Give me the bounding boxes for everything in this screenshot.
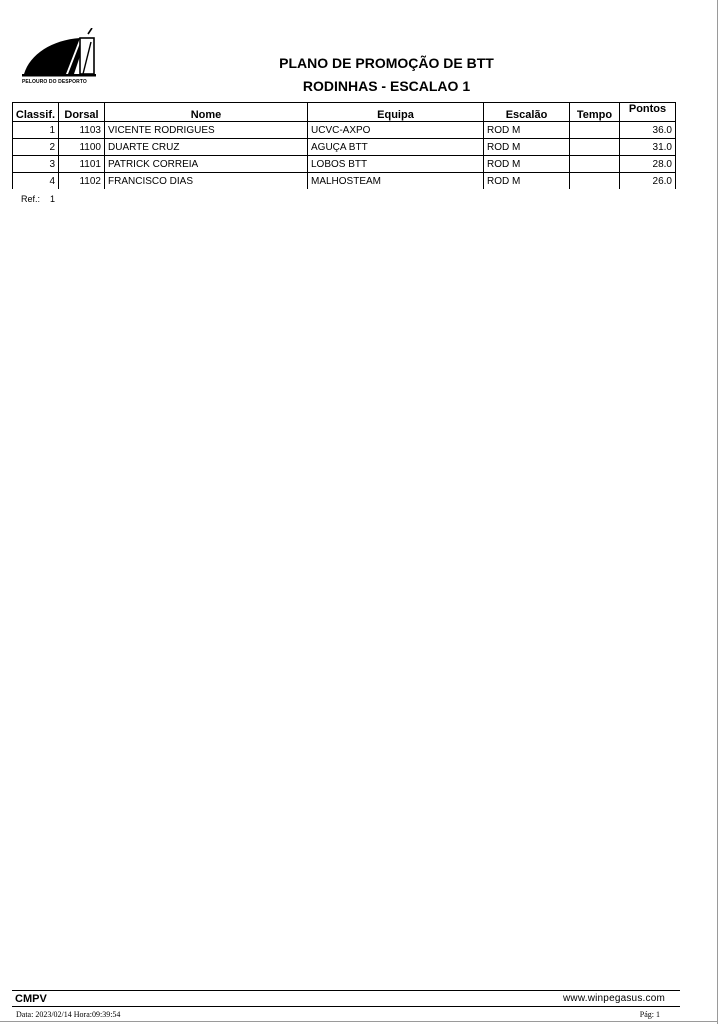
page-frame-right	[717, 0, 718, 1024]
cell-equipa: AGUÇA BTT	[308, 139, 484, 156]
cell-nome: FRANCISCO DIAS	[105, 173, 308, 190]
table-row	[13, 156, 676, 173]
cell-nome: DUARTE CRUZ	[105, 139, 308, 156]
cell-tempo	[570, 173, 620, 190]
cell-tempo	[570, 156, 620, 173]
cell-equipa: UCVC-AXPO	[308, 122, 484, 139]
cell-escalao: ROD M	[484, 173, 570, 190]
cell-tempo	[570, 122, 620, 139]
logo-emblem-icon	[22, 28, 100, 80]
cell-pontos: 31.0	[620, 139, 676, 156]
cell-dorsal: 1100	[59, 139, 105, 156]
cell-pontos: 26.0	[620, 173, 676, 190]
table-row	[13, 122, 676, 139]
cell-pontos: 36.0	[620, 122, 676, 139]
page-subtitle: RODINHAS - ESCALAO 1	[302, 78, 471, 94]
column-header-classif: Classif.	[13, 103, 59, 122]
cell-dorsal: 1102	[59, 173, 105, 190]
table-row	[13, 173, 676, 190]
footer-org: CMPV	[15, 993, 47, 1005]
cell-equipa: MALHOSTEAM	[308, 173, 484, 190]
cell-nome: VICENTE RODRIGUES	[105, 122, 308, 139]
column-header-nome: Nome	[105, 103, 308, 122]
cell-pontos: 28.0	[620, 156, 676, 173]
cell-dorsal: 1101	[59, 156, 105, 173]
footer-divider-top	[12, 990, 680, 991]
cell-tempo	[570, 139, 620, 156]
column-header-pontos: Pontos	[620, 103, 676, 122]
column-header-dorsal: Dorsal	[59, 103, 105, 122]
column-header-escalao: Escalão	[484, 103, 570, 122]
cell-classif: 2	[13, 139, 59, 156]
cell-escalao: ROD M	[484, 156, 570, 173]
table-row	[13, 139, 676, 156]
column-header-equipa: Equipa	[308, 103, 484, 122]
ref-value: 1	[50, 194, 56, 204]
cell-classif: 4	[13, 173, 59, 190]
cell-equipa: LOBOS BTT	[308, 156, 484, 173]
footer-page-number: Pág: 1	[639, 1010, 660, 1019]
footer-datetime: Data: 2023/02/14 Hora:09:39:54	[16, 1010, 121, 1019]
table-header-row	[13, 103, 676, 122]
footer-divider-bottom	[12, 1006, 680, 1007]
cell-escalao: ROD M	[484, 139, 570, 156]
cell-classif: 1	[13, 122, 59, 139]
results-table	[12, 102, 676, 189]
page-title: PLANO DE PROMOÇÃO DE BTT	[279, 55, 494, 71]
column-header-tempo: Tempo	[570, 103, 620, 122]
page-frame-bottom	[0, 1021, 718, 1022]
cell-dorsal: 1103	[59, 122, 105, 139]
footer-website: www.winpegasus.com	[563, 993, 665, 1004]
cell-nome: PATRICK CORREIA	[105, 156, 308, 173]
cell-escalao: ROD M	[484, 122, 570, 139]
logo	[22, 28, 100, 86]
cell-classif: 3	[13, 156, 59, 173]
ref-label: Ref.:	[21, 194, 41, 204]
logo-text: PELOURO DO DESPORTO	[22, 79, 87, 85]
